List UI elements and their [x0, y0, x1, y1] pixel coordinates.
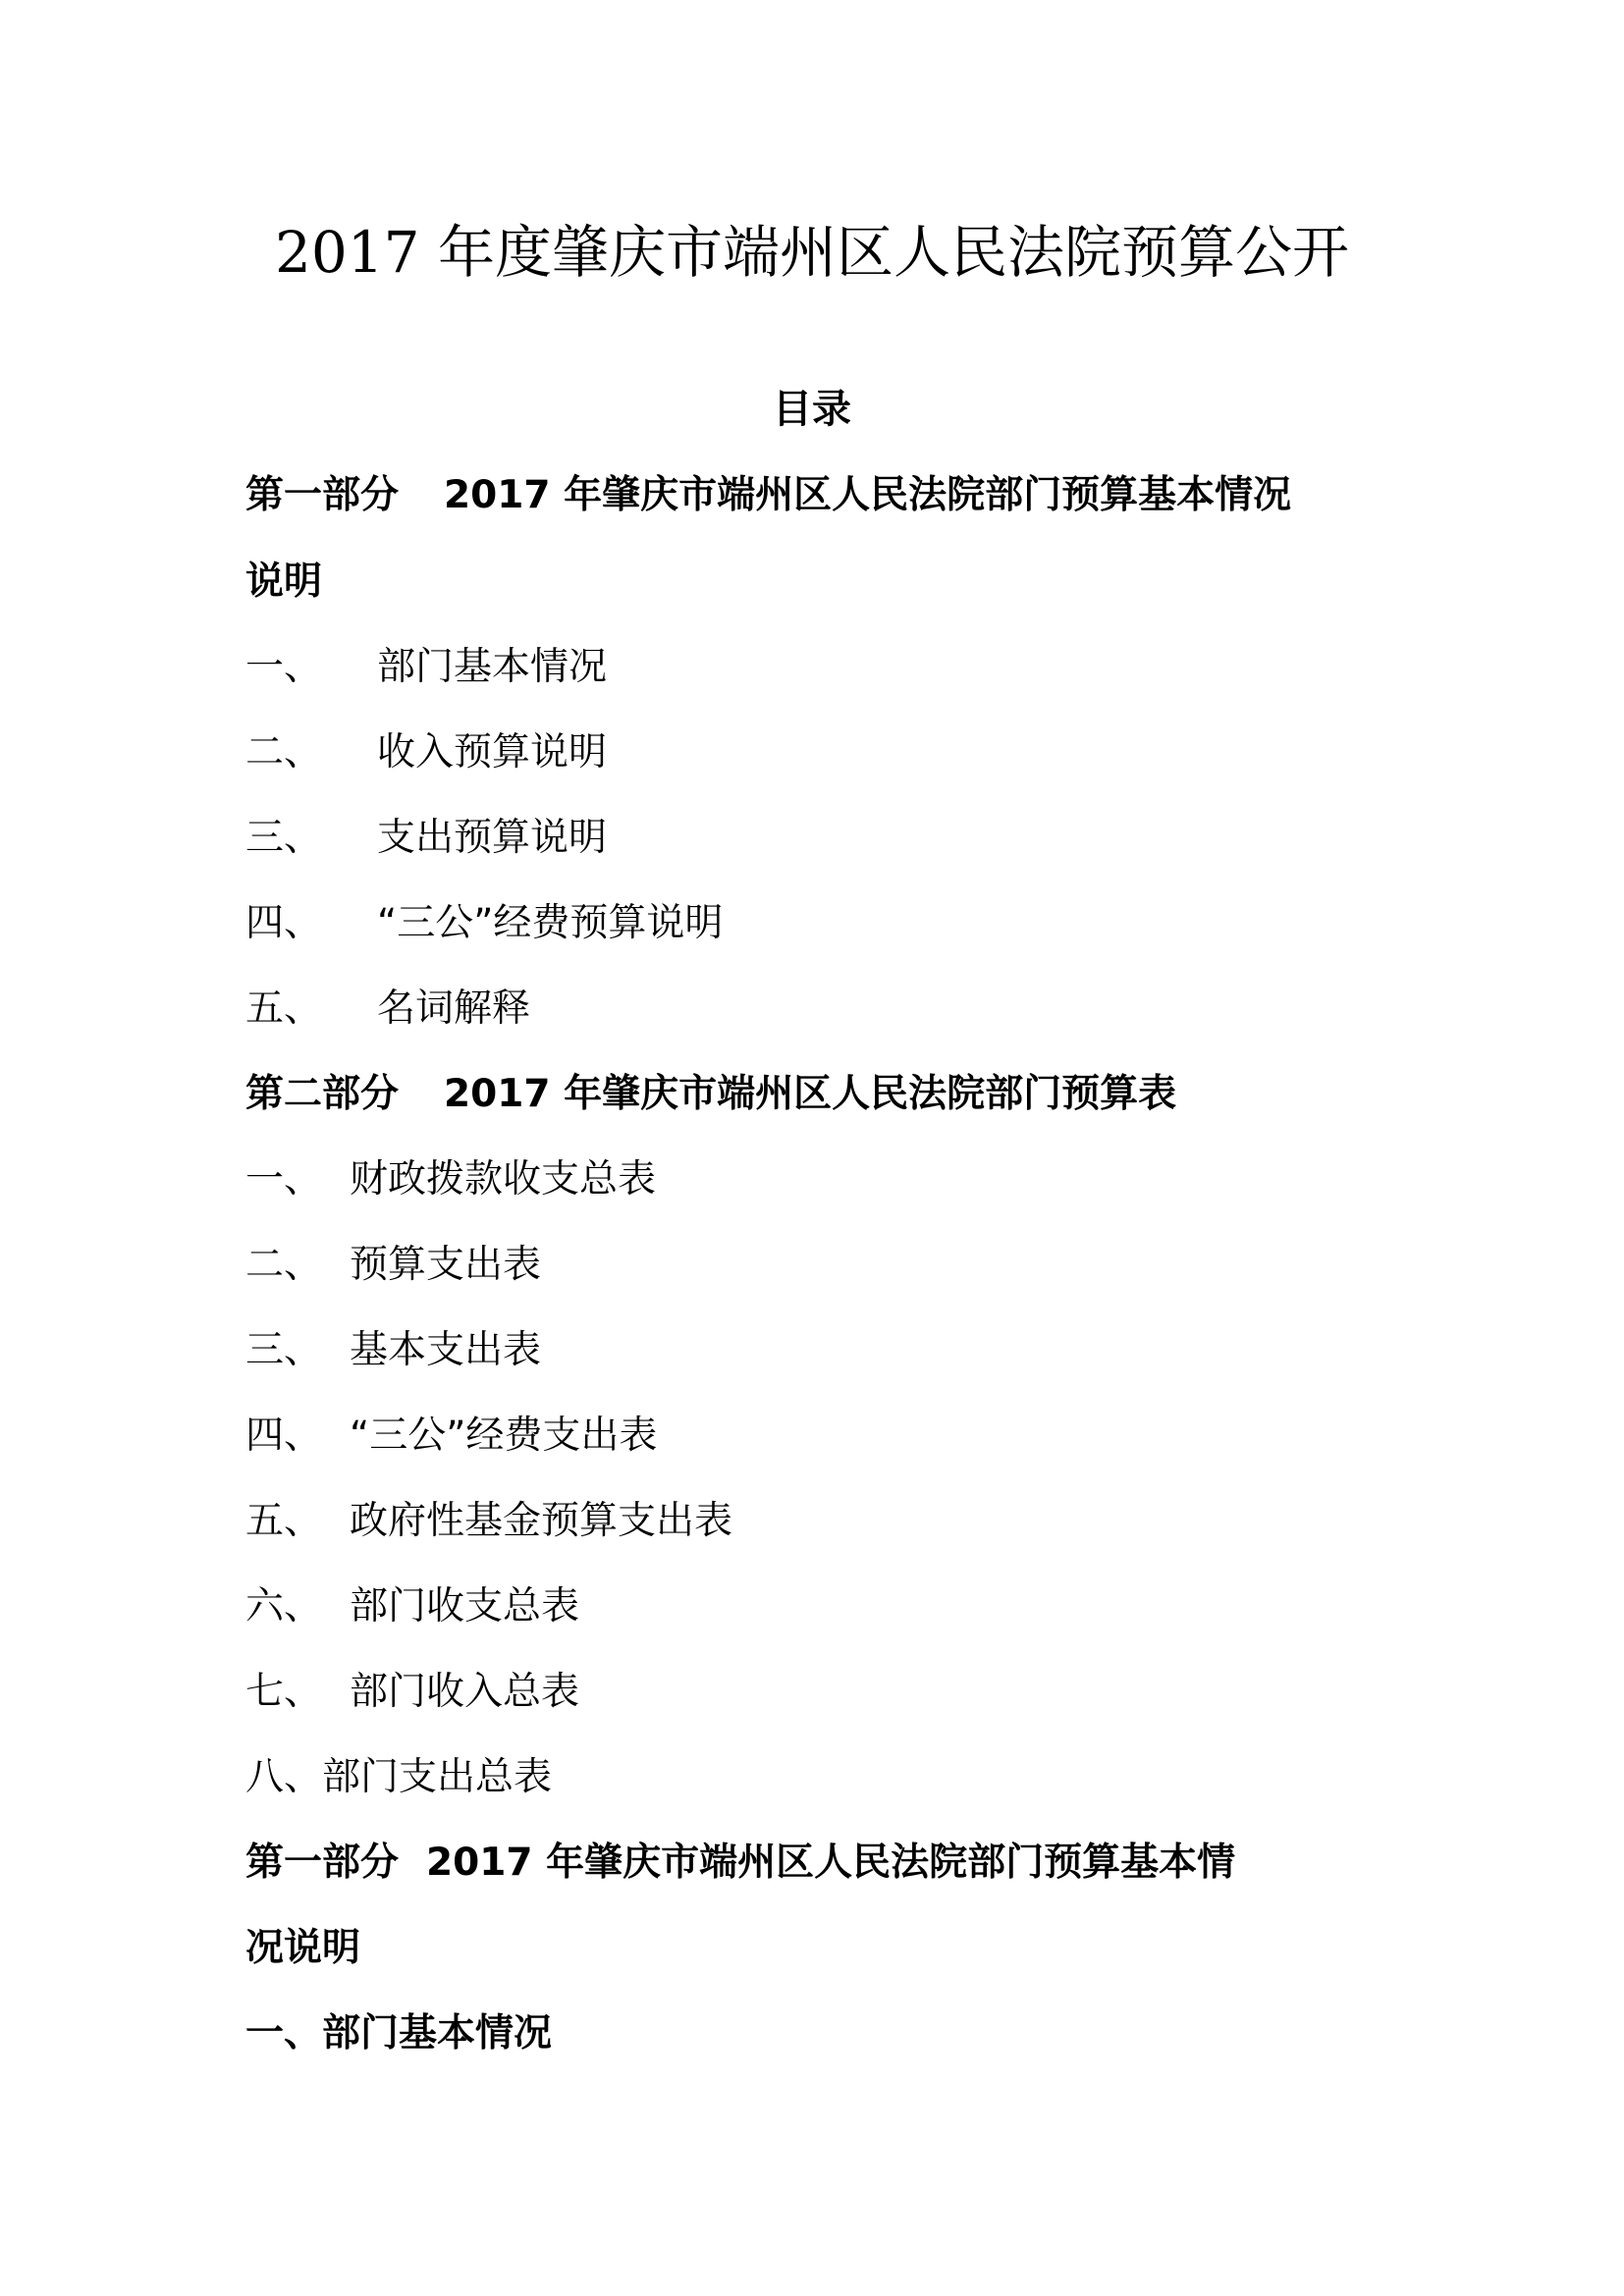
toc-item[interactable]: 一、 部门基本情况	[245, 645, 608, 689]
document-title: 2017 年度肇庆市端州区人民法院预算公开	[274, 219, 1350, 286]
toc-part1-heading[interactable]	[245, 469, 1291, 522]
toc-part1-label: 第一部分	[245, 473, 400, 517]
toc-item[interactable]: 八、部门支出总表	[245, 1755, 553, 1799]
toc-part1-heading-cont: 说明	[245, 560, 323, 604]
toc-item[interactable]: 五、 名词解释	[245, 987, 531, 1031]
toc-item[interactable]: 七、 部门收入总表	[245, 1670, 580, 1714]
body-part1-heading-cont: 况说明	[245, 1926, 361, 1970]
toc-item[interactable]: 二、 预算支出表	[245, 1243, 542, 1287]
toc-item[interactable]: 二、 收入预算说明	[245, 730, 608, 774]
toc-item[interactable]: 六、 部门收支总表	[245, 1584, 580, 1629]
toc-heading: 目录	[773, 387, 851, 432]
body-part1-text: 2017 年肇庆市端州区人民法院部门预算基本情	[426, 1841, 1236, 1885]
toc-part1-text: 2017 年肇庆市端州区人民法院部门预算基本情况	[444, 473, 1292, 517]
toc-item[interactable]: 四、 “三公”经费预算说明	[245, 901, 724, 945]
toc-part2-heading[interactable]	[245, 1068, 1176, 1121]
body-part1-heading	[245, 1837, 1235, 1890]
toc-part2-text: 2017 年肇庆市端州区人民法院部门预算表	[444, 1072, 1177, 1116]
toc-item[interactable]: 五、 政府性基金预算支出表	[245, 1499, 733, 1543]
toc-item[interactable]: 三、 支出预算说明	[245, 816, 608, 860]
body-part1-label: 第一部分	[245, 1841, 400, 1885]
toc-part2-label: 第二部分	[245, 1072, 400, 1116]
toc-item[interactable]: 四、 “三公”经费支出表	[245, 1414, 658, 1458]
toc-item[interactable]: 三、 基本支出表	[245, 1328, 542, 1372]
toc-item[interactable]: 一、 财政拨款收支总表	[245, 1157, 657, 1201]
body-section-heading: 一、部门基本情况	[245, 2011, 553, 2056]
